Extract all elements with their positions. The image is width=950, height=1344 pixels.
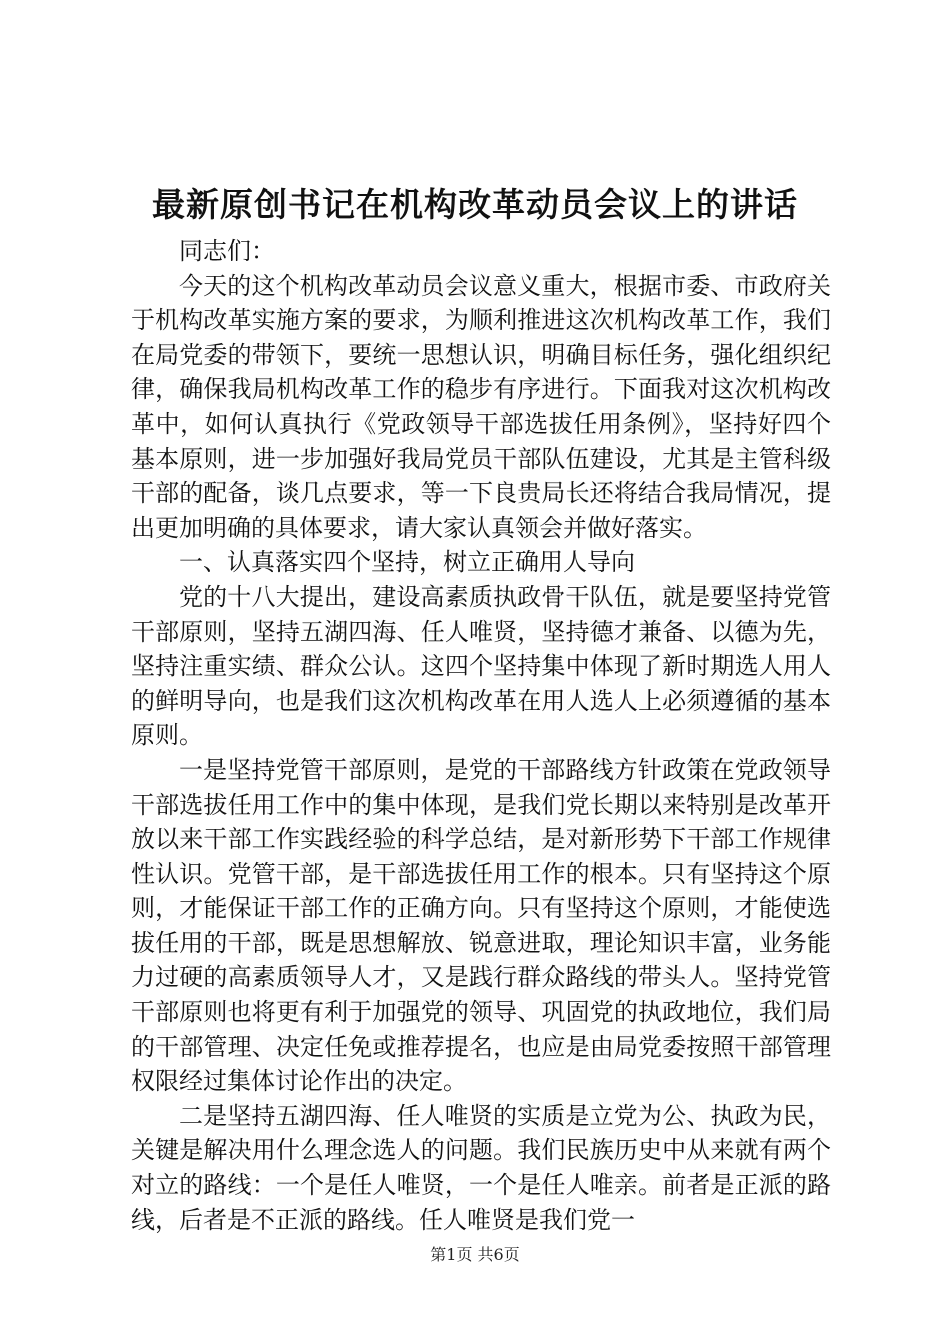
paragraph-intro: 今天的这个机构改革动员会议意义重大，根据市委、市政府关于机构改革实施方案的要求，为顺利推进这次机构改革工作，我们在局党委的带领下，要统一思想认识，明确目标任务，强化组织纪律，确保我局机构改革工作的稳步有序进行。下面我对这次机构改革中，如何认真执行《党政领导干部选拔任用条例》，坚持好四个基本原则，进一步加强好我局党员干部队伍建设，尤其是主管科级干部的配备，谈几点要求，等一下良贵局长还将结合我局情况，提出更加明确的具体要求，请大家认真领会并做好落实。	[131, 271, 831, 542]
paragraph-four-principles: 党的十八大提出，建设高素质执政骨干队伍，就是要坚持党管干部原则，坚持五湖四海、任人唯贤，坚持德才兼备、以德为先，坚持注重实绩、群众公认。这四个坚持集中体现了新时期选人用人的鲜明导向，也是我们这次机构改革在用人选人上必须遵循的基本原则。	[131, 582, 831, 750]
document-body	[131, 234, 831, 1237]
paragraph-point-one: 一是坚持党管干部原则，是党的干部路线方针政策在党政领导干部选拔任用工作中的集中体现，是我们党长期以来特别是改革开放以来干部工作实践经验的科学总结，是对新形势下干部工作规律性认识。党管干部，是干部选拔任用工作的根本。只有坚持这个原则，才能保证干部工作的正确方向。只有坚持这个原则，才能使选拔任用的干部，既是思想解放、锐意进取，理论知识丰富，业务能力过硬的高素质领导人才，又是践行群众路线的带头人。坚持党管干部原则也将更有利于加强党的领导、巩固党的执政地位，我们局的干部管理、决定任免或推荐提名，也应是由局党委按照干部管理权限经过集体讨论作出的决定。	[131, 755, 831, 1096]
paragraph-point-two: 二是坚持五湖四海、任人唯贤的实质是立党为公、执政为民，关键是解决用什么理念选人的问题。我们民族历史中从来就有两个对立的路线：一个是任人唯贤，一个是任人唯亲。前者是正派的路线，后者是不正派的路线。任人唯贤是我们党一	[131, 1101, 831, 1234]
salutation: 同志们：	[179, 237, 275, 265]
page-number-footer: 第1页 共6页	[430, 1245, 520, 1264]
section-heading-1: 一、认真落实四个坚持，树立正确用人导向	[179, 548, 635, 577]
document-title: 最新原创书记在机构改革动员会议上的讲话	[152, 185, 798, 224]
